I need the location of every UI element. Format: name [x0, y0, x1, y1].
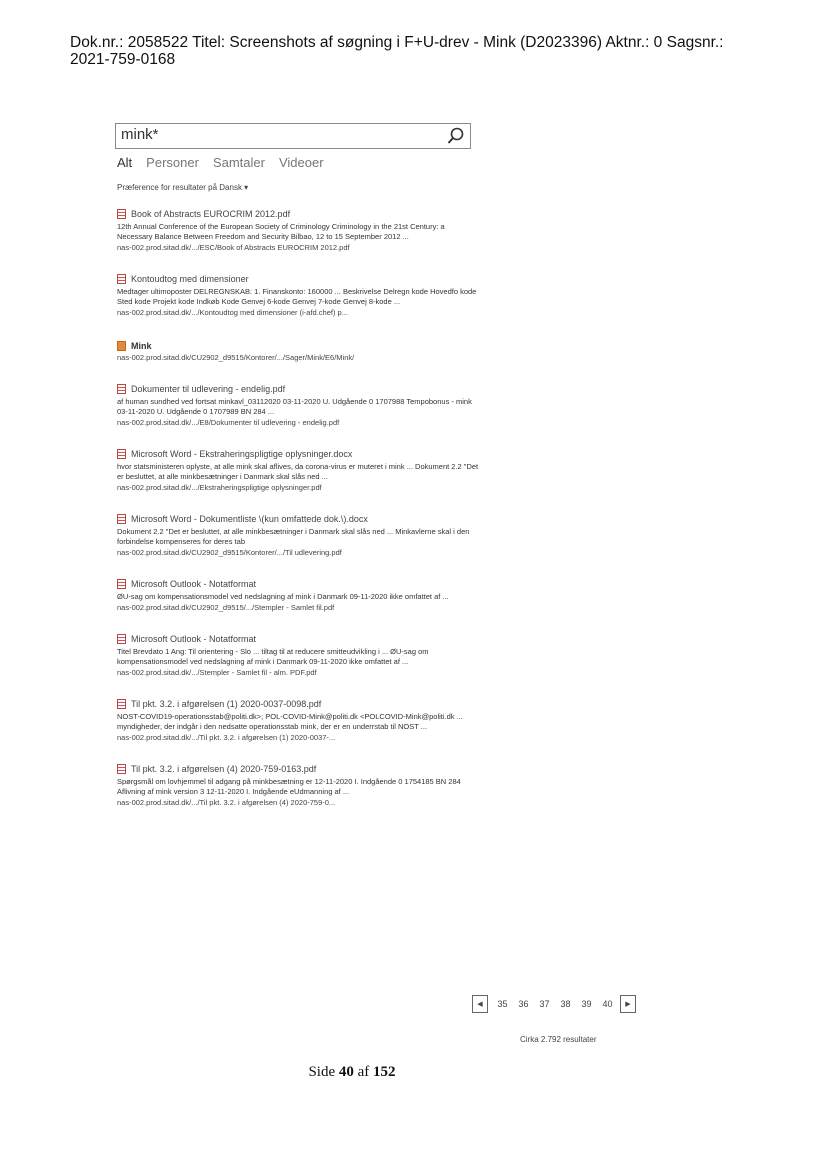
- document-header-line1: Dok.nr.: 2058522 Titel: Screenshots af søgning i F+U-drev - Mink (D2023396) Aktnr.: 0 Sagsnr.:: [70, 34, 724, 51]
- result-url: nas-002.prod.sitad.dk/CU2902_d9515/Kontorer/.../Sager/Mink/E6/Mink/: [117, 353, 355, 362]
- result-url: nas-002.prod.sitad.dk/.../Til pkt. 3.2. i afgørelsen (1) 2020-0037-...: [117, 733, 336, 742]
- footer-current-page: 40: [338, 1064, 354, 1080]
- result-title-link[interactable]: [117, 382, 477, 395]
- result-url: nas-002.prod.sitad.dk/.../Stempler - Samlet fil - alm. PDF.pdf: [117, 668, 317, 677]
- page-link-38[interactable]: 38: [560, 999, 571, 1009]
- footer-prefix: Side: [308, 1064, 339, 1080]
- outlook-file-icon: [117, 579, 126, 589]
- result-url: nas-002.prod.sitad.dk/.../E8/Dokumenter til udlevering - endelig.pdf: [117, 418, 340, 427]
- result-title-link[interactable]: [117, 207, 477, 220]
- result-title-link[interactable]: [117, 632, 477, 645]
- result-item: [117, 447, 477, 493]
- result-url: nas-002.prod.sitad.dk/CU2902_d9515/.../Stempler - Samlet fil.pdf: [117, 603, 335, 612]
- result-title[interactable]: Microsoft Outlook - Notatformat: [131, 633, 257, 644]
- result-snippet: hvor statsministeren oplyste, at alle mink skal aflives, da corona-virus er muteret i mink ... Dokument 2.2 "Det er besluttet, at alle minkbesætninger i Danmark skal slås ned ...: [117, 462, 479, 481]
- result-item: [117, 272, 477, 318]
- pdf-file-icon: [117, 764, 126, 774]
- document-header: [70, 34, 790, 68]
- pdf-file-icon: [117, 384, 126, 394]
- result-item: [117, 577, 477, 613]
- result-url: nas-002.prod.sitad.dk/CU2902_d9515/Kontorer/.../Til udlevering.pdf: [117, 548, 342, 557]
- result-title[interactable]: Microsoft Word - Ekstraheringspligtige oplysninger.docx: [131, 448, 353, 459]
- page-link-39[interactable]: 39: [581, 999, 592, 1009]
- result-url: nas-002.prod.sitad.dk/.../ESC/Book of Abstracts EUROCRIM 2012.pdf: [117, 243, 350, 252]
- result-item: [117, 339, 477, 363]
- result-title[interactable]: Til pkt. 3.2. i afgørelsen (4) 2020-759-0163.pdf: [131, 763, 317, 774]
- search-input[interactable]: [115, 123, 471, 149]
- result-url: nas-002.prod.sitad.dk/.../Kontoudtog med dimensioner (i-afd.chef) p...: [117, 308, 348, 317]
- result-title-link[interactable]: [117, 577, 477, 590]
- result-url: nas-002.prod.sitad.dk/.../Ekstraheringspligtige oplysninger.pdf: [117, 483, 322, 492]
- result-snippet: ØU-sag om kompensationsmodel ved nedslagning af mink i Danmark 09-11-2020 ikke omfattet af ...: [117, 592, 449, 601]
- search-tabs: [117, 155, 324, 170]
- result-title[interactable]: Microsoft Outlook - Notatformat: [131, 578, 257, 589]
- result-snippet: Titel Brevdato 1 Ang: Til orientering - Slo ... tiltag til at reducere smitteudvikling i ... ØU-sag om kompensationsmodel ved nedslagning af mink i Danmark 09-11-2020 ikke omfattet af ...: [117, 647, 429, 666]
- result-snippet: af human sundhed ved fortsat minkavl_03112020 03-11-2020 U. Udgående 0 1707988 Tempobonus - mink 03-11-2020 U. Udgående 0 1707989 BN 284 ...: [117, 397, 472, 416]
- result-title-link[interactable]: [117, 697, 477, 710]
- result-snippet: Spørgsmål om lovhjemmel til adgang på minkbesætning er 12-11-2020 I. Indgående 0 1754185 BN 284 Aflivning af mink version 3 12-11-2020 I. Indgående eUdmanning af ...: [117, 777, 461, 796]
- result-item: [117, 632, 477, 678]
- result-item: [117, 207, 477, 253]
- tab-all[interactable]: Alt: [117, 155, 133, 170]
- search-query[interactable]: mink*: [121, 126, 159, 143]
- result-item: [117, 512, 477, 558]
- pdf-file-icon: [117, 699, 126, 709]
- result-item: [117, 382, 477, 428]
- folder-icon: [117, 341, 126, 351]
- tab-conversations[interactable]: Samtaler: [212, 155, 265, 170]
- result-item: [117, 697, 477, 743]
- result-snippet: 12th Annual Conference of the European Society of Criminology Criminology in the 21st Century: a Necessary Balance Between Freedom and Security Bilbao, 12 to 15 September 2012 ...: [117, 222, 445, 241]
- results-list: [117, 207, 477, 808]
- next-page-button[interactable]: ▶: [620, 995, 636, 1013]
- result-snippet: Dokument 2.2 "Det er besluttet, at alle minkbesætninger i Danmark skal slås ned ... Minkavlerne skal i den forbindelse kompenseres for deres tab: [117, 527, 470, 546]
- page-link-36[interactable]: 36: [518, 999, 529, 1009]
- outlook-file-icon: [117, 634, 126, 644]
- result-title-link[interactable]: [117, 762, 477, 775]
- result-title-link[interactable]: [117, 272, 477, 285]
- result-title[interactable]: Til pkt. 3.2. i afgørelsen (1) 2020-0037-0098.pdf: [131, 698, 322, 709]
- result-title-link[interactable]: [117, 339, 477, 352]
- footer-total-pages: 152: [373, 1064, 396, 1080]
- search-icon[interactable]: [446, 126, 466, 146]
- result-snippet: NOST-COVID19-operationsstab@politi.dk>; POL-COVID-Mink@politi.dk <POLCOVID-Mink@politi.dk ... myndigheder, der indgår i den nedsatte operationsstab mink, der er en underrstab til NOST ...: [117, 712, 463, 731]
- result-title-link[interactable]: [117, 447, 477, 460]
- tab-videos[interactable]: Videoer: [278, 155, 324, 170]
- result-count: Cirka 2.792 resultater: [520, 1035, 597, 1044]
- language-preference[interactable]: Præference for resultater på Dansk ▾: [117, 183, 249, 192]
- pdf-file-icon: [117, 209, 126, 219]
- result-item: [117, 762, 477, 808]
- page-link-35[interactable]: 35: [497, 999, 508, 1009]
- result-title-link[interactable]: [117, 512, 477, 525]
- page-link-37[interactable]: 37: [539, 999, 550, 1009]
- tab-people[interactable]: Personer: [146, 155, 199, 170]
- result-title[interactable]: Kontoudtog med dimensioner: [131, 273, 249, 284]
- pagination: [472, 993, 636, 1015]
- result-title[interactable]: Dokumenter til udlevering - endelig.pdf: [131, 383, 286, 394]
- result-title[interactable]: Mink: [131, 340, 152, 351]
- document-header-line2: 2021-759-0168: [70, 51, 176, 68]
- word-file-icon: [117, 514, 126, 524]
- word-file-icon: [117, 449, 126, 459]
- current-page-40: 40: [602, 999, 613, 1009]
- result-title[interactable]: Microsoft Word - Dokumentliste \(kun omfattede dok.\).docx: [131, 513, 368, 524]
- previous-page-button[interactable]: ◀: [472, 995, 488, 1013]
- result-snippet: Medtager ultimoposter DELREGNSKAB: 1. Finanskonto: 160000 ... Beskrivelse Delregn kode Hovedfo kode Sted kode Projekt kode Indkøb Kode Genvej 6-kode Genvej 7-kode Genvej 8-kode ...: [117, 287, 477, 306]
- file-icon: [117, 274, 126, 284]
- result-title[interactable]: Book of Abstracts EUROCRIM 2012.pdf: [131, 208, 291, 219]
- result-url: nas-002.prod.sitad.dk/.../Til pkt. 3.2. i afgørelsen (4) 2020-759-0...: [117, 798, 336, 807]
- page-footer: [0, 1064, 704, 1081]
- footer-middle: af: [353, 1064, 374, 1080]
